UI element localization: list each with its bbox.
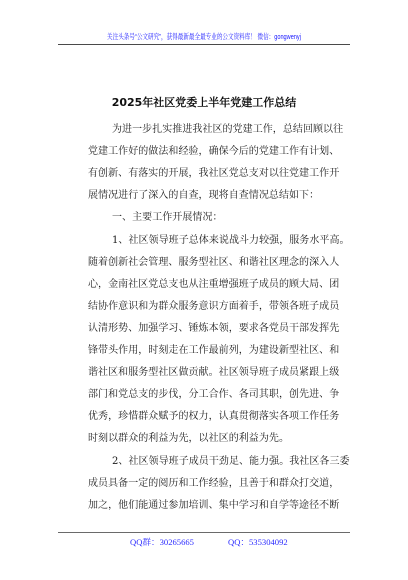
footer — [0, 536, 408, 550]
body-line: 心，金南社区党总支也从注重增强班子成员的顾大局、团 — [88, 278, 340, 290]
body-line: 随着创新社会管理、服务型社区、和谐社区理念的深入人 — [88, 256, 340, 268]
body-line: 部门和党总支的步伐，分工合作、各司其职，创先进、争 — [88, 389, 340, 401]
body-line: 展情况进行了深入的自查，现将自查情况总结如下： — [88, 190, 320, 202]
body-line: 成员具备一定的阅历和工作经验，且善于和群众打交道， — [88, 477, 340, 489]
footer-divider — [58, 532, 350, 533]
body-line: 2、社区领导班子成员干劲足、能力强。我社区各三委 — [112, 455, 350, 467]
body-line: 优秀，珍惜群众赋予的权力，认真贯彻落实各项工作任务 — [88, 411, 340, 423]
footer-qq-group: QQ群：30265665 — [130, 537, 194, 547]
document-title: 2025年社区党委上半年党建工作总结 — [111, 96, 297, 109]
body-line: 时刻以群众的利益为先，以社区的利益为先。 — [88, 433, 289, 445]
footer-qq-number: QQ：535304092 — [228, 537, 288, 547]
body-line: 谐社区和服务型社区做贡献。社区领导班子成员紧跟上级 — [88, 367, 340, 379]
body-line: 有创新、有落实的开展，我社区党总支对以往党建工作开 — [88, 168, 340, 180]
body-line: 加之，他们能通过参加培训、集中学习和自学等途径不断 — [88, 499, 340, 511]
body-line: 锋带头作用，时刻走在工作最前列，为建设新型社区、和 — [88, 345, 340, 356]
body-line: 结协作意识和为群众服务意识方面着手，带领各班子成员 — [88, 300, 340, 312]
body-line: 党建工作好的做法和经验，确保今后的党建工作有计划、 — [88, 146, 340, 158]
body-line: 认清形势、加强学习、锤炼本领，要求各党员干部发挥先 — [88, 322, 340, 334]
header-banner: 关注头条号“公文研究”，获得最新最全最专业的公文资料库！ 微信：gongwenyj — [107, 32, 301, 41]
body-line: 1、社区领导班子总体来说战斗力较强，服务水平高。 — [112, 234, 350, 246]
header-divider — [58, 44, 350, 45]
body-line: 为进一步扎实推进我社区的党建工作，总结回顾以往 — [112, 124, 344, 135]
body-line: 一、主要工作开展情况： — [112, 212, 223, 224]
